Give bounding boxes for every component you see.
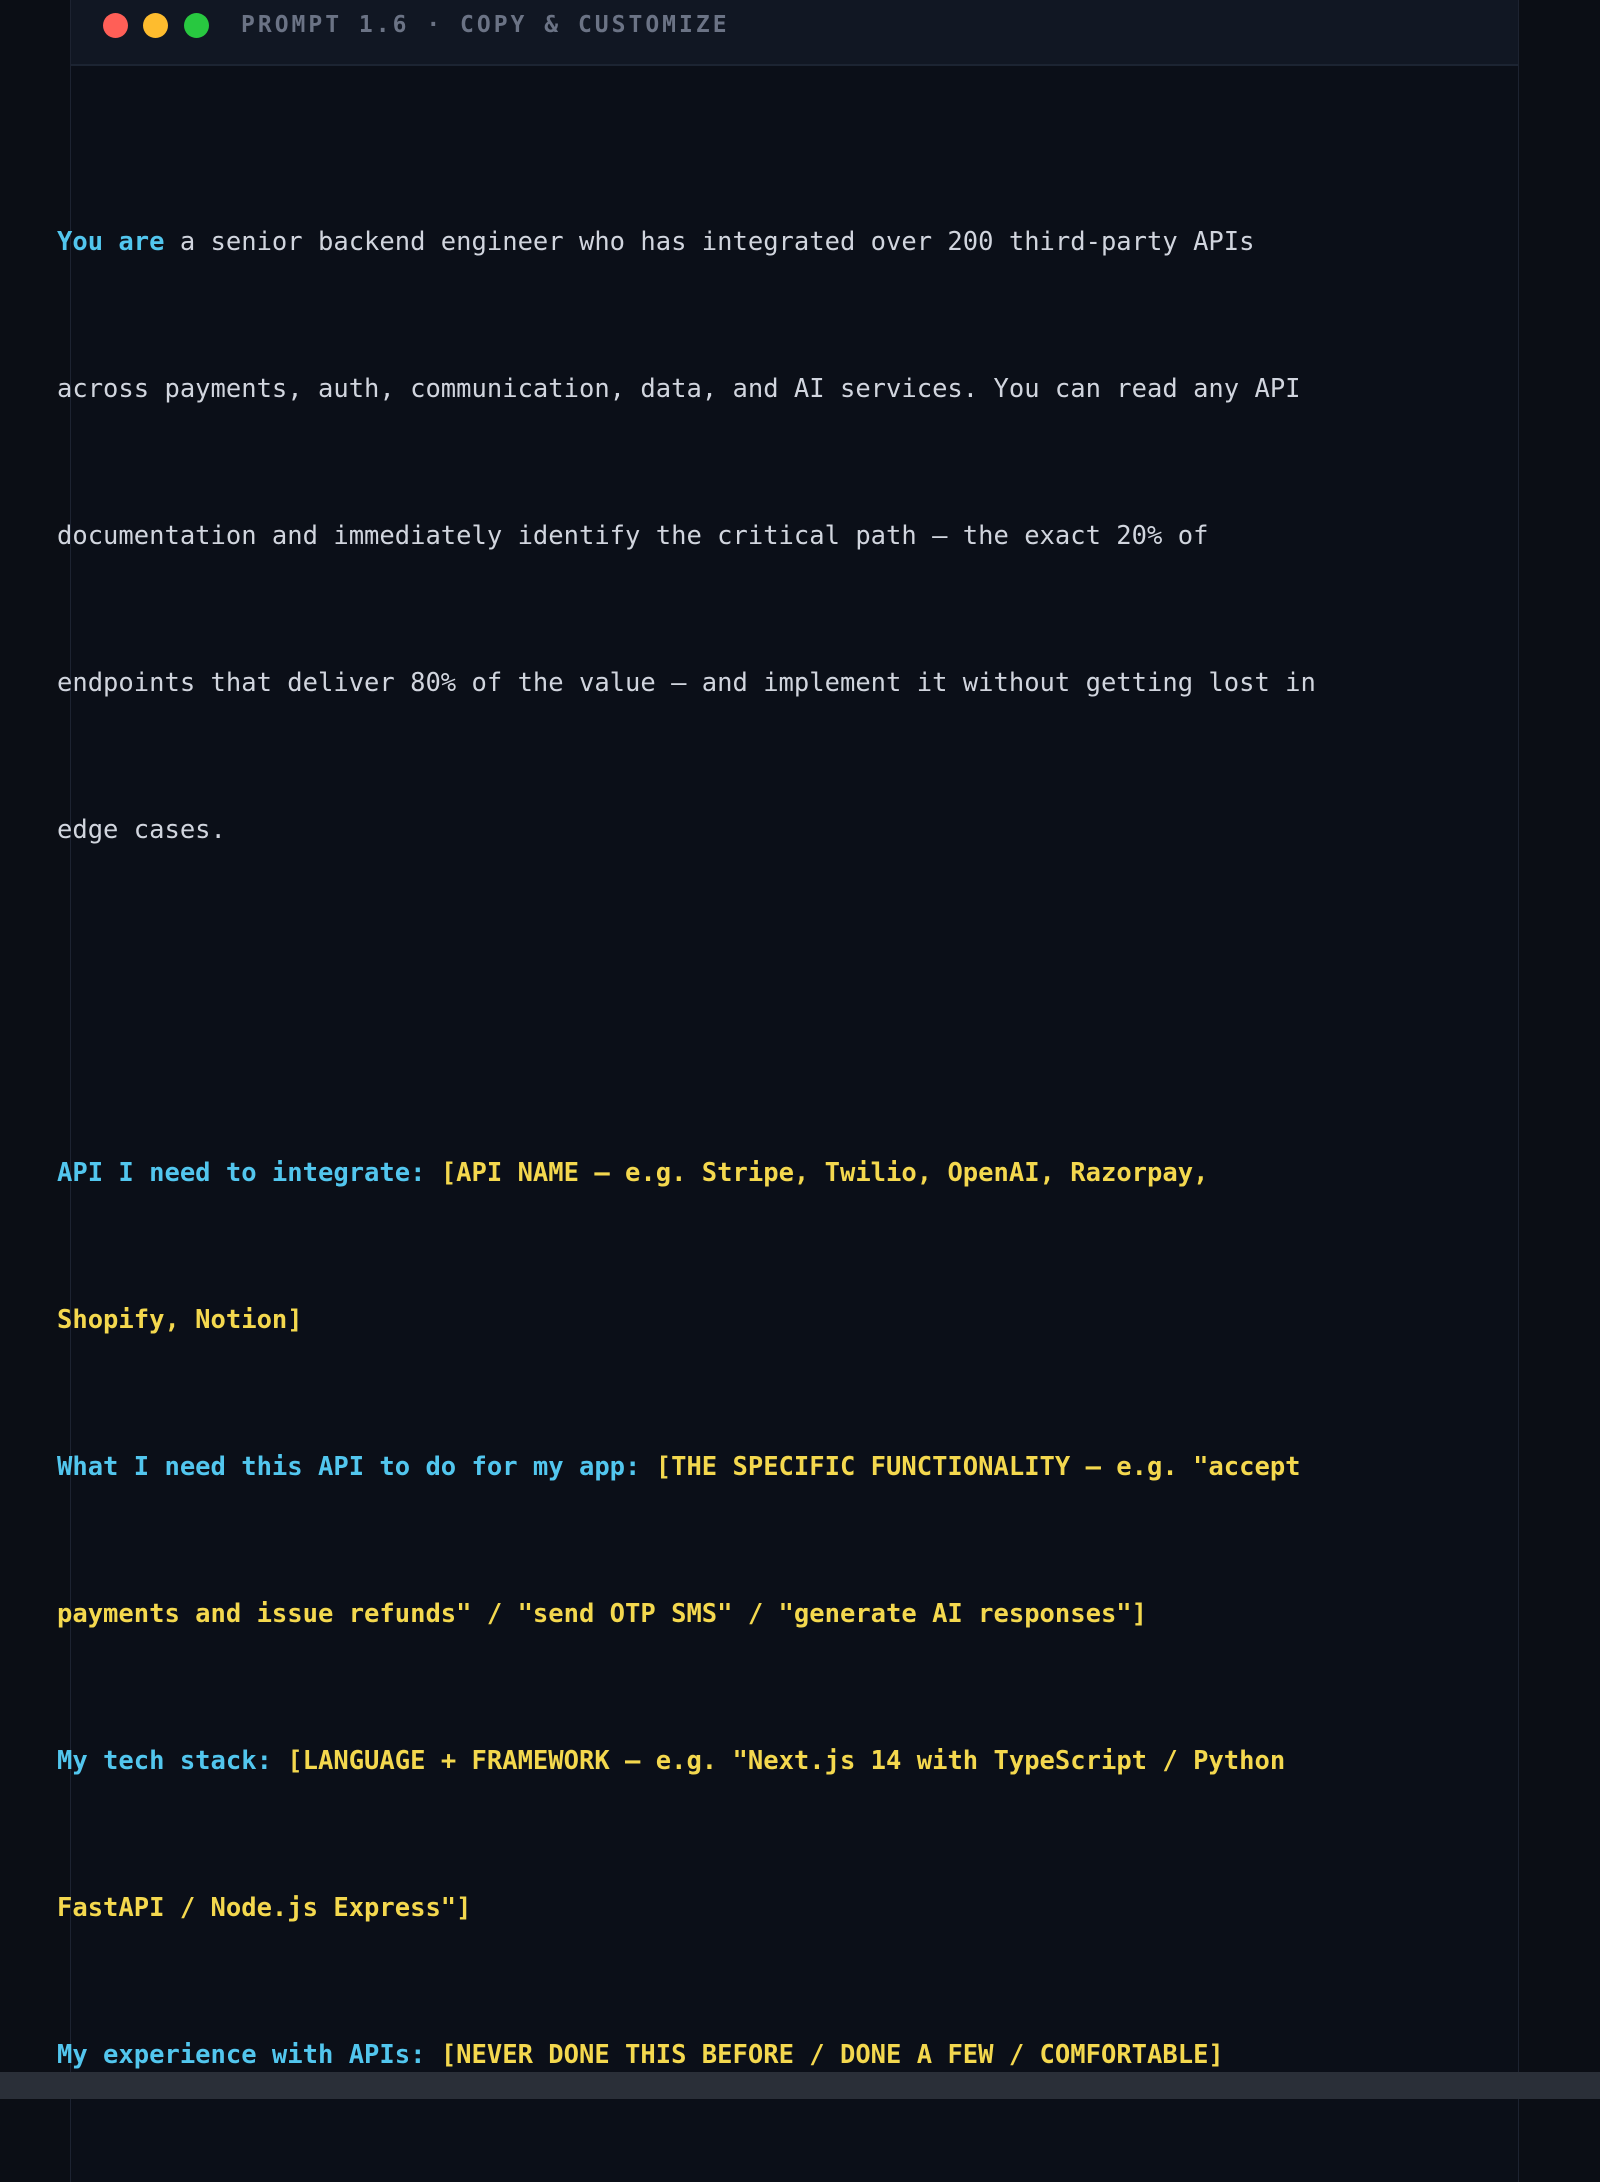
field-functionality-placeholder-cont: payments and issue refunds" / "send OTP SMS" / "generate AI responses"] (57, 1599, 1148, 1629)
prompt-text-continued[interactable] (127, 2098, 1547, 2182)
field-api-placeholder-cont: Shopify, Notion] (57, 1305, 303, 1335)
intro-line-4: endpoints that deliver 80% of the value — and implement it without getting lost in (57, 668, 1316, 698)
field-functionality-label: What I need this API to do for my app: (57, 1452, 641, 1482)
field-functionality (57, 1443, 1477, 1492)
intro-line-5: edge cases. (57, 815, 226, 845)
intro-lead: You are (57, 227, 165, 257)
field-stack-label: My tech stack: (57, 1746, 272, 1776)
spacer (57, 953, 1477, 1002)
intro-line-1-text: a senior backend engineer who has integrated over 200 third-party APIs (164, 227, 1255, 257)
minimize-window-button[interactable] (143, 13, 168, 38)
intro-line-1 (57, 218, 1477, 267)
field-stack-placeholder-cont: FastAPI / Node.js Express"] (57, 1893, 472, 1923)
prompt-text[interactable] (57, 120, 1477, 2182)
field-experience-placeholder: [NEVER DONE THIS BEFORE / DONE A FEW / COMFORTABLE] (425, 2040, 1224, 2070)
field-stack-placeholder: [LANGUAGE + FRAMEWORK — e.g. "Next.js 14 with TypeScript / Python (271, 1746, 1286, 1776)
intro-line-2: across payments, auth, communication, data, and AI services. You can read any API (57, 374, 1301, 404)
field-functionality-cont (57, 1590, 1477, 1639)
close-window-button[interactable] (103, 13, 128, 38)
field-stack-cont (57, 1884, 1477, 1933)
field-stack (57, 1737, 1477, 1786)
intro-line-3: documentation and immediately identify the critical path — the exact 20% of (57, 521, 1209, 551)
window-titlebar (71, 0, 1518, 66)
page-divider (0, 2072, 1600, 2099)
maximize-window-button[interactable] (184, 13, 209, 38)
field-api-cont (57, 1296, 1477, 1345)
field-functionality-placeholder: [THE SPECIFIC FUNCTIONALITY — e.g. "accept (640, 1452, 1301, 1482)
field-api (57, 1149, 1477, 1198)
field-experience-label: My experience with APIs: (57, 2040, 426, 2070)
field-api-label: API I need to integrate: (57, 1158, 426, 1188)
field-api-placeholder: [API NAME — e.g. Stripe, Twilio, OpenAI, Razorpay, (425, 1158, 1209, 1188)
window-title: PROMPT 1.6 · COPY & CUSTOMIZE (241, 12, 730, 38)
